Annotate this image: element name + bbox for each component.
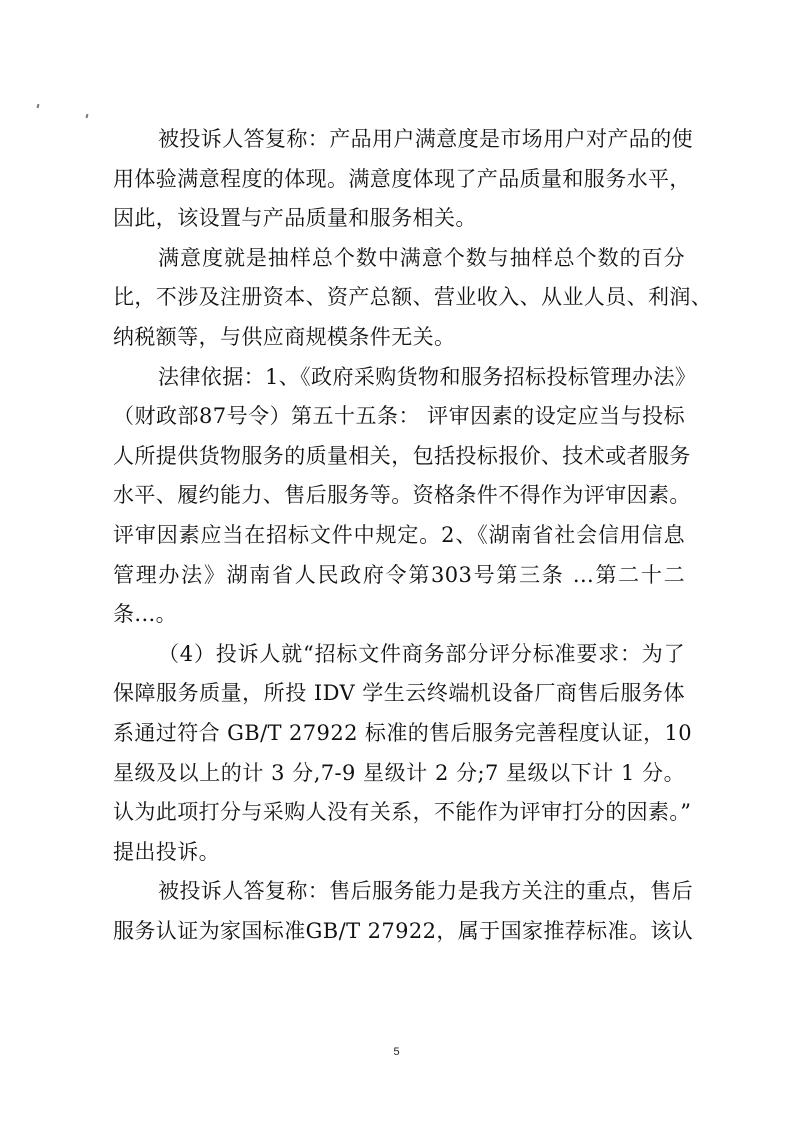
scan-speck (37, 104, 40, 108)
text-line: 管理办法》湖南省人民政府令第303号第三条 ...第二十二 (113, 562, 685, 587)
text-line: （4）投诉人就“招标文件商务部分评分标准要求：为了 (158, 641, 685, 666)
text-line: 纳税额等，与供应商规模条件无关。 (113, 324, 456, 349)
text-line: 提出投诉。 (113, 839, 220, 864)
text-line: 被投诉人答复称：产品用户满意度是市场用户对产品的使 (158, 127, 693, 151)
text-line: 比，不涉及注册资本、资产总额、营业收入、从业人员、利润、 (113, 285, 713, 310)
text-line: 条...。 (113, 602, 178, 627)
text-line: 星级及以上的计 3 分,7-9 星级计 2 分;7 星级以下计 1 分。 (113, 760, 685, 785)
text-line: 认为此项打分与采购人没有关系，不能作为评审打分的因素。” (113, 800, 692, 825)
text-line: 保障服务质量，所投 IDV 学生云终端机设备厂商售后服务体 (113, 681, 685, 706)
text-line: 水平、履约能力、售后服务等。资格条件不得作为评审因素。 (113, 483, 691, 508)
text-line: 因此，该设置与产品质量和服务相关。 (113, 206, 477, 231)
text-line: 法律依据：1、《政府采购货物和服务招标投标管理办法》 (158, 364, 697, 389)
text-line: 人所提供货物服务的质量相关，包括投标报价、技术或者服务 (113, 443, 691, 468)
text-line: 用体验满意程度的体现。满意度体现了产品质量和服务水平， (113, 166, 691, 191)
text-line: 满意度就是抽样总个数中满意个数与抽样总个数的百分 (158, 245, 685, 270)
scan-speck (86, 114, 89, 118)
text-line: 被投诉人答复称：售后服务能力是我方关注的重点，售后 (158, 879, 693, 904)
text-line: 评审因素应当在招标文件中规定。2、《湖南省社会信用信息 (113, 522, 685, 547)
text-line: 服务认证为家国标准GB/T 27922，属于国家推荐标准。该认 (113, 918, 694, 943)
text-line: （财政部87号令）第五十五条： 评审因素的设定应当与投标 (113, 404, 685, 429)
document-body (113, 120, 713, 951)
page-number: 5 (393, 1046, 400, 1058)
text-line: 系通过符合 GB/T 27922 标准的售后服务完善程度认证，10 (113, 720, 693, 745)
